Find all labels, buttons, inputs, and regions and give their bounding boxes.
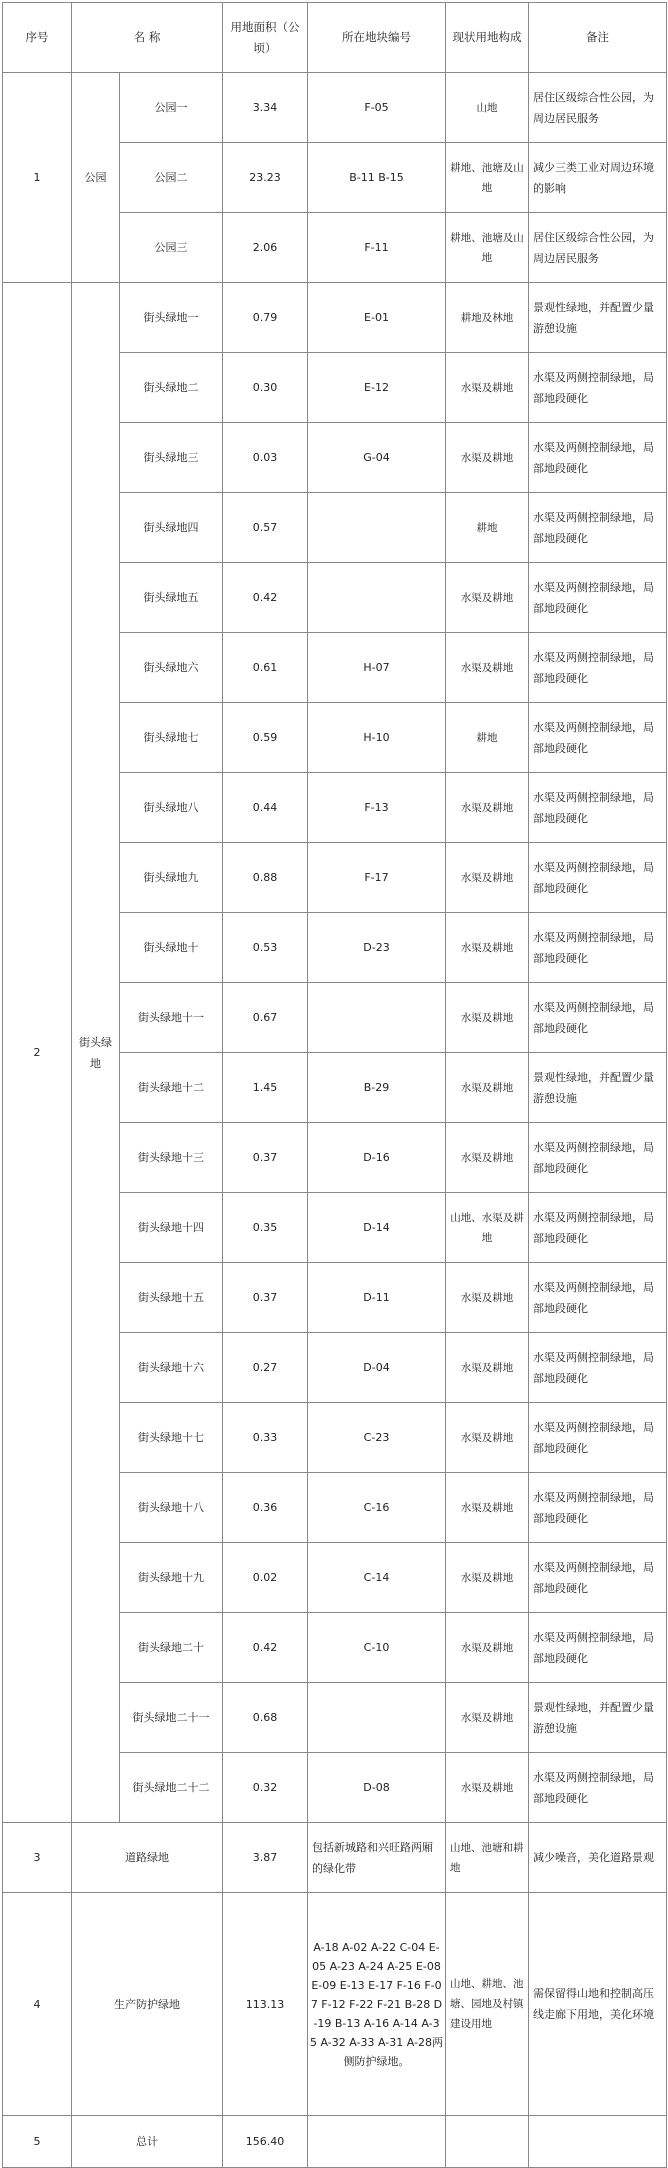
group-seq: 1	[3, 73, 72, 283]
item-current: 水渠及耕地	[446, 1053, 529, 1123]
road-note: 减少噪音，美化道路景观	[529, 1823, 667, 1893]
protect-note: 需保留得山地和控制高压线走廊下用地，美化环境	[529, 1893, 667, 2116]
item-plots: D-04	[308, 1333, 446, 1403]
item-current: 水渠及耕地	[446, 563, 529, 633]
item-name: 街头绿地十二	[120, 1053, 223, 1123]
item-area: 0.32	[223, 1753, 308, 1823]
item-note: 水渠及两侧控制绿地，局部地段硬化	[529, 563, 667, 633]
item-current: 山地	[446, 73, 529, 143]
item-area: 0.37	[223, 1263, 308, 1333]
item-plots: C-16	[308, 1473, 446, 1543]
total-area: 156.40	[223, 2116, 308, 2168]
table-row	[3, 73, 667, 143]
total-plots	[308, 2116, 446, 2168]
item-plots	[308, 493, 446, 563]
item-note: 水渠及两侧控制绿地，局部地段硬化	[529, 843, 667, 913]
protect-name: 生产防护绿地	[72, 1893, 223, 2116]
item-name: 街头绿地十九	[120, 1543, 223, 1613]
item-note: 水渠及两侧控制绿地，局部地段硬化	[529, 983, 667, 1053]
item-plots	[308, 563, 446, 633]
item-current: 水渠及耕地	[446, 1263, 529, 1333]
road-area: 3.87	[223, 1823, 308, 1893]
item-plots: E-01	[308, 283, 446, 353]
item-name: 街头绿地二十二	[120, 1753, 223, 1823]
item-name: 街头绿地九	[120, 843, 223, 913]
item-current: 水渠及耕地	[446, 913, 529, 983]
item-current: 水渠及耕地	[446, 1613, 529, 1683]
item-note: 水渠及两侧控制绿地，局部地段硬化	[529, 1263, 667, 1333]
item-area: 0.33	[223, 1403, 308, 1473]
item-current: 水渠及耕地	[446, 353, 529, 423]
item-current: 水渠及耕地	[446, 1333, 529, 1403]
item-area: 0.61	[223, 633, 308, 703]
green-space-table	[2, 2, 667, 2168]
protect-area: 113.13	[223, 1893, 308, 2116]
item-note: 水渠及两侧控制绿地，局部地段硬化	[529, 1473, 667, 1543]
item-name: 公园一	[120, 73, 223, 143]
item-name: 街头绿地十	[120, 913, 223, 983]
item-note: 水渠及两侧控制绿地，局部地段硬化	[529, 1403, 667, 1473]
item-area: 0.37	[223, 1123, 308, 1193]
item-plots: C-10	[308, 1613, 446, 1683]
item-note: 水渠及两侧控制绿地，局部地段硬化	[529, 773, 667, 843]
item-plots: F-13	[308, 773, 446, 843]
item-plots: F-05	[308, 73, 446, 143]
item-current: 水渠及耕地	[446, 1403, 529, 1473]
item-area: 0.42	[223, 563, 308, 633]
item-name: 街头绿地十七	[120, 1403, 223, 1473]
header-row	[3, 3, 667, 73]
item-plots: H-10	[308, 703, 446, 773]
item-name: 街头绿地四	[120, 493, 223, 563]
protect-seq: 4	[3, 1893, 72, 2116]
item-note: 水渠及两侧控制绿地，局部地段硬化	[529, 423, 667, 493]
item-note: 水渠及两侧控制绿地，局部地段硬化	[529, 493, 667, 563]
item-area: 23.23	[223, 143, 308, 213]
item-plots: F-11	[308, 213, 446, 283]
item-current: 水渠及耕地	[446, 423, 529, 493]
item-note: 水渠及两侧控制绿地，局部地段硬化	[529, 1753, 667, 1823]
item-current: 水渠及耕地	[446, 1683, 529, 1753]
item-current: 耕地、池塘及山地	[446, 143, 529, 213]
protect-current: 山地、耕地、池塘、园地及村镇建设用地	[446, 1893, 529, 2116]
group-seq: 2	[3, 283, 72, 1823]
item-area: 0.35	[223, 1193, 308, 1263]
item-note: 景观性绿地，并配置少量游憩设施	[529, 283, 667, 353]
group-name: 公园	[72, 73, 120, 283]
item-plots	[308, 1683, 446, 1753]
header-area: 用地面积（公顷）	[223, 3, 308, 73]
item-current: 耕地	[446, 493, 529, 563]
item-current: 山地、水渠及耕地	[446, 1193, 529, 1263]
item-plots: E-12	[308, 353, 446, 423]
total-current	[446, 2116, 529, 2168]
item-area: 0.44	[223, 773, 308, 843]
table-row	[3, 2116, 667, 2168]
item-name: 街头绿地二十	[120, 1613, 223, 1683]
item-plots: D-23	[308, 913, 446, 983]
header-name: 名 称	[72, 3, 223, 73]
item-name: 街头绿地六	[120, 633, 223, 703]
total-note	[529, 2116, 667, 2168]
item-plots: D-08	[308, 1753, 446, 1823]
item-note: 减少三类工业对周边环境的影响	[529, 143, 667, 213]
item-name: 街头绿地十一	[120, 983, 223, 1053]
road-current: 山地、池塘和耕地	[446, 1823, 529, 1893]
header-seq: 序号	[3, 3, 72, 73]
road-seq: 3	[3, 1823, 72, 1893]
item-note: 水渠及两侧控制绿地，局部地段硬化	[529, 353, 667, 423]
header-note: 备注	[529, 3, 667, 73]
item-current: 水渠及耕地	[446, 983, 529, 1053]
item-name: 街头绿地八	[120, 773, 223, 843]
item-plots: H-07	[308, 633, 446, 703]
item-current: 耕地、池塘及山地	[446, 213, 529, 283]
total-name: 总计	[72, 2116, 223, 2168]
item-name: 街头绿地二	[120, 353, 223, 423]
item-note: 居住区级综合性公园，为周边居民服务	[529, 213, 667, 283]
item-current: 水渠及耕地	[446, 1753, 529, 1823]
item-name: 公园二	[120, 143, 223, 213]
header-current: 现状用地构成	[446, 3, 529, 73]
road-name: 道路绿地	[72, 1823, 223, 1893]
item-name: 街头绿地十五	[120, 1263, 223, 1333]
item-name: 街头绿地十四	[120, 1193, 223, 1263]
item-area: 0.57	[223, 493, 308, 563]
item-note: 居住区级综合性公园，为周边居民服务	[529, 73, 667, 143]
group-name: 街头绿地	[72, 283, 120, 1823]
item-plots	[308, 983, 446, 1053]
item-current: 耕地及林地	[446, 283, 529, 353]
item-current: 水渠及耕地	[446, 1473, 529, 1543]
item-current: 水渠及耕地	[446, 843, 529, 913]
item-note: 水渠及两侧控制绿地，局部地段硬化	[529, 1613, 667, 1683]
item-note: 景观性绿地，并配置少量游憩设施	[529, 1053, 667, 1123]
protect-plots: A-18 A-02 A-22 C-04 E-05 A-23 A-24 A-25 E-08 E-09 E-13 E-17 F-16 F-07 F-12 F-22 F-21 B-28 D-19 B-13 A-16 A-14 A-35 A-32 A-33 A-31 A-28两侧防护绿地。	[308, 1893, 446, 2116]
header-plots: 所在地块编号	[308, 3, 446, 73]
item-name: 街头绿地十六	[120, 1333, 223, 1403]
item-note: 景观性绿地，并配置少量游憩设施	[529, 1683, 667, 1753]
item-note: 水渠及两侧控制绿地，局部地段硬化	[529, 1123, 667, 1193]
item-name: 街头绿地七	[120, 703, 223, 773]
item-note: 水渠及两侧控制绿地，局部地段硬化	[529, 1333, 667, 1403]
item-note: 水渠及两侧控制绿地，局部地段硬化	[529, 913, 667, 983]
item-area: 0.42	[223, 1613, 308, 1683]
table-row	[3, 283, 667, 353]
item-area: 0.59	[223, 703, 308, 773]
item-plots: D-11	[308, 1263, 446, 1333]
item-name: 街头绿地十八	[120, 1473, 223, 1543]
item-area: 3.34	[223, 73, 308, 143]
item-plots: F-17	[308, 843, 446, 913]
item-area: 0.27	[223, 1333, 308, 1403]
item-plots: C-14	[308, 1543, 446, 1613]
item-area: 0.03	[223, 423, 308, 493]
item-area: 0.79	[223, 283, 308, 353]
item-current: 水渠及耕地	[446, 1543, 529, 1613]
item-area: 0.88	[223, 843, 308, 913]
total-seq: 5	[3, 2116, 72, 2168]
item-plots: G-04	[308, 423, 446, 493]
item-current: 水渠及耕地	[446, 773, 529, 843]
item-current: 水渠及耕地	[446, 633, 529, 703]
road-plots: 包括新城路和兴旺路两厢的绿化带	[308, 1823, 446, 1893]
item-note: 水渠及两侧控制绿地，局部地段硬化	[529, 633, 667, 703]
item-area: 0.02	[223, 1543, 308, 1613]
item-plots: B-29	[308, 1053, 446, 1123]
item-name: 公园三	[120, 213, 223, 283]
item-name: 街头绿地一	[120, 283, 223, 353]
item-note: 水渠及两侧控制绿地，局部地段硬化	[529, 1193, 667, 1263]
item-current: 水渠及耕地	[446, 1123, 529, 1193]
item-area: 1.45	[223, 1053, 308, 1123]
item-plots: D-14	[308, 1193, 446, 1263]
table-row	[3, 1893, 667, 2116]
table-row	[3, 1823, 667, 1893]
item-current: 耕地	[446, 703, 529, 773]
item-plots: C-23	[308, 1403, 446, 1473]
item-plots: B-11 B-15	[308, 143, 446, 213]
item-area: 0.30	[223, 353, 308, 423]
item-name: 街头绿地五	[120, 563, 223, 633]
item-note: 水渠及两侧控制绿地，局部地段硬化	[529, 1543, 667, 1613]
item-name: 街头绿地三	[120, 423, 223, 493]
item-area: 0.53	[223, 913, 308, 983]
item-area: 2.06	[223, 213, 308, 283]
item-plots: D-16	[308, 1123, 446, 1193]
item-area: 0.68	[223, 1683, 308, 1753]
item-note: 水渠及两侧控制绿地，局部地段硬化	[529, 703, 667, 773]
item-name: 街头绿地二十一	[120, 1683, 223, 1753]
item-area: 0.36	[223, 1473, 308, 1543]
item-area: 0.67	[223, 983, 308, 1053]
item-name: 街头绿地十三	[120, 1123, 223, 1193]
